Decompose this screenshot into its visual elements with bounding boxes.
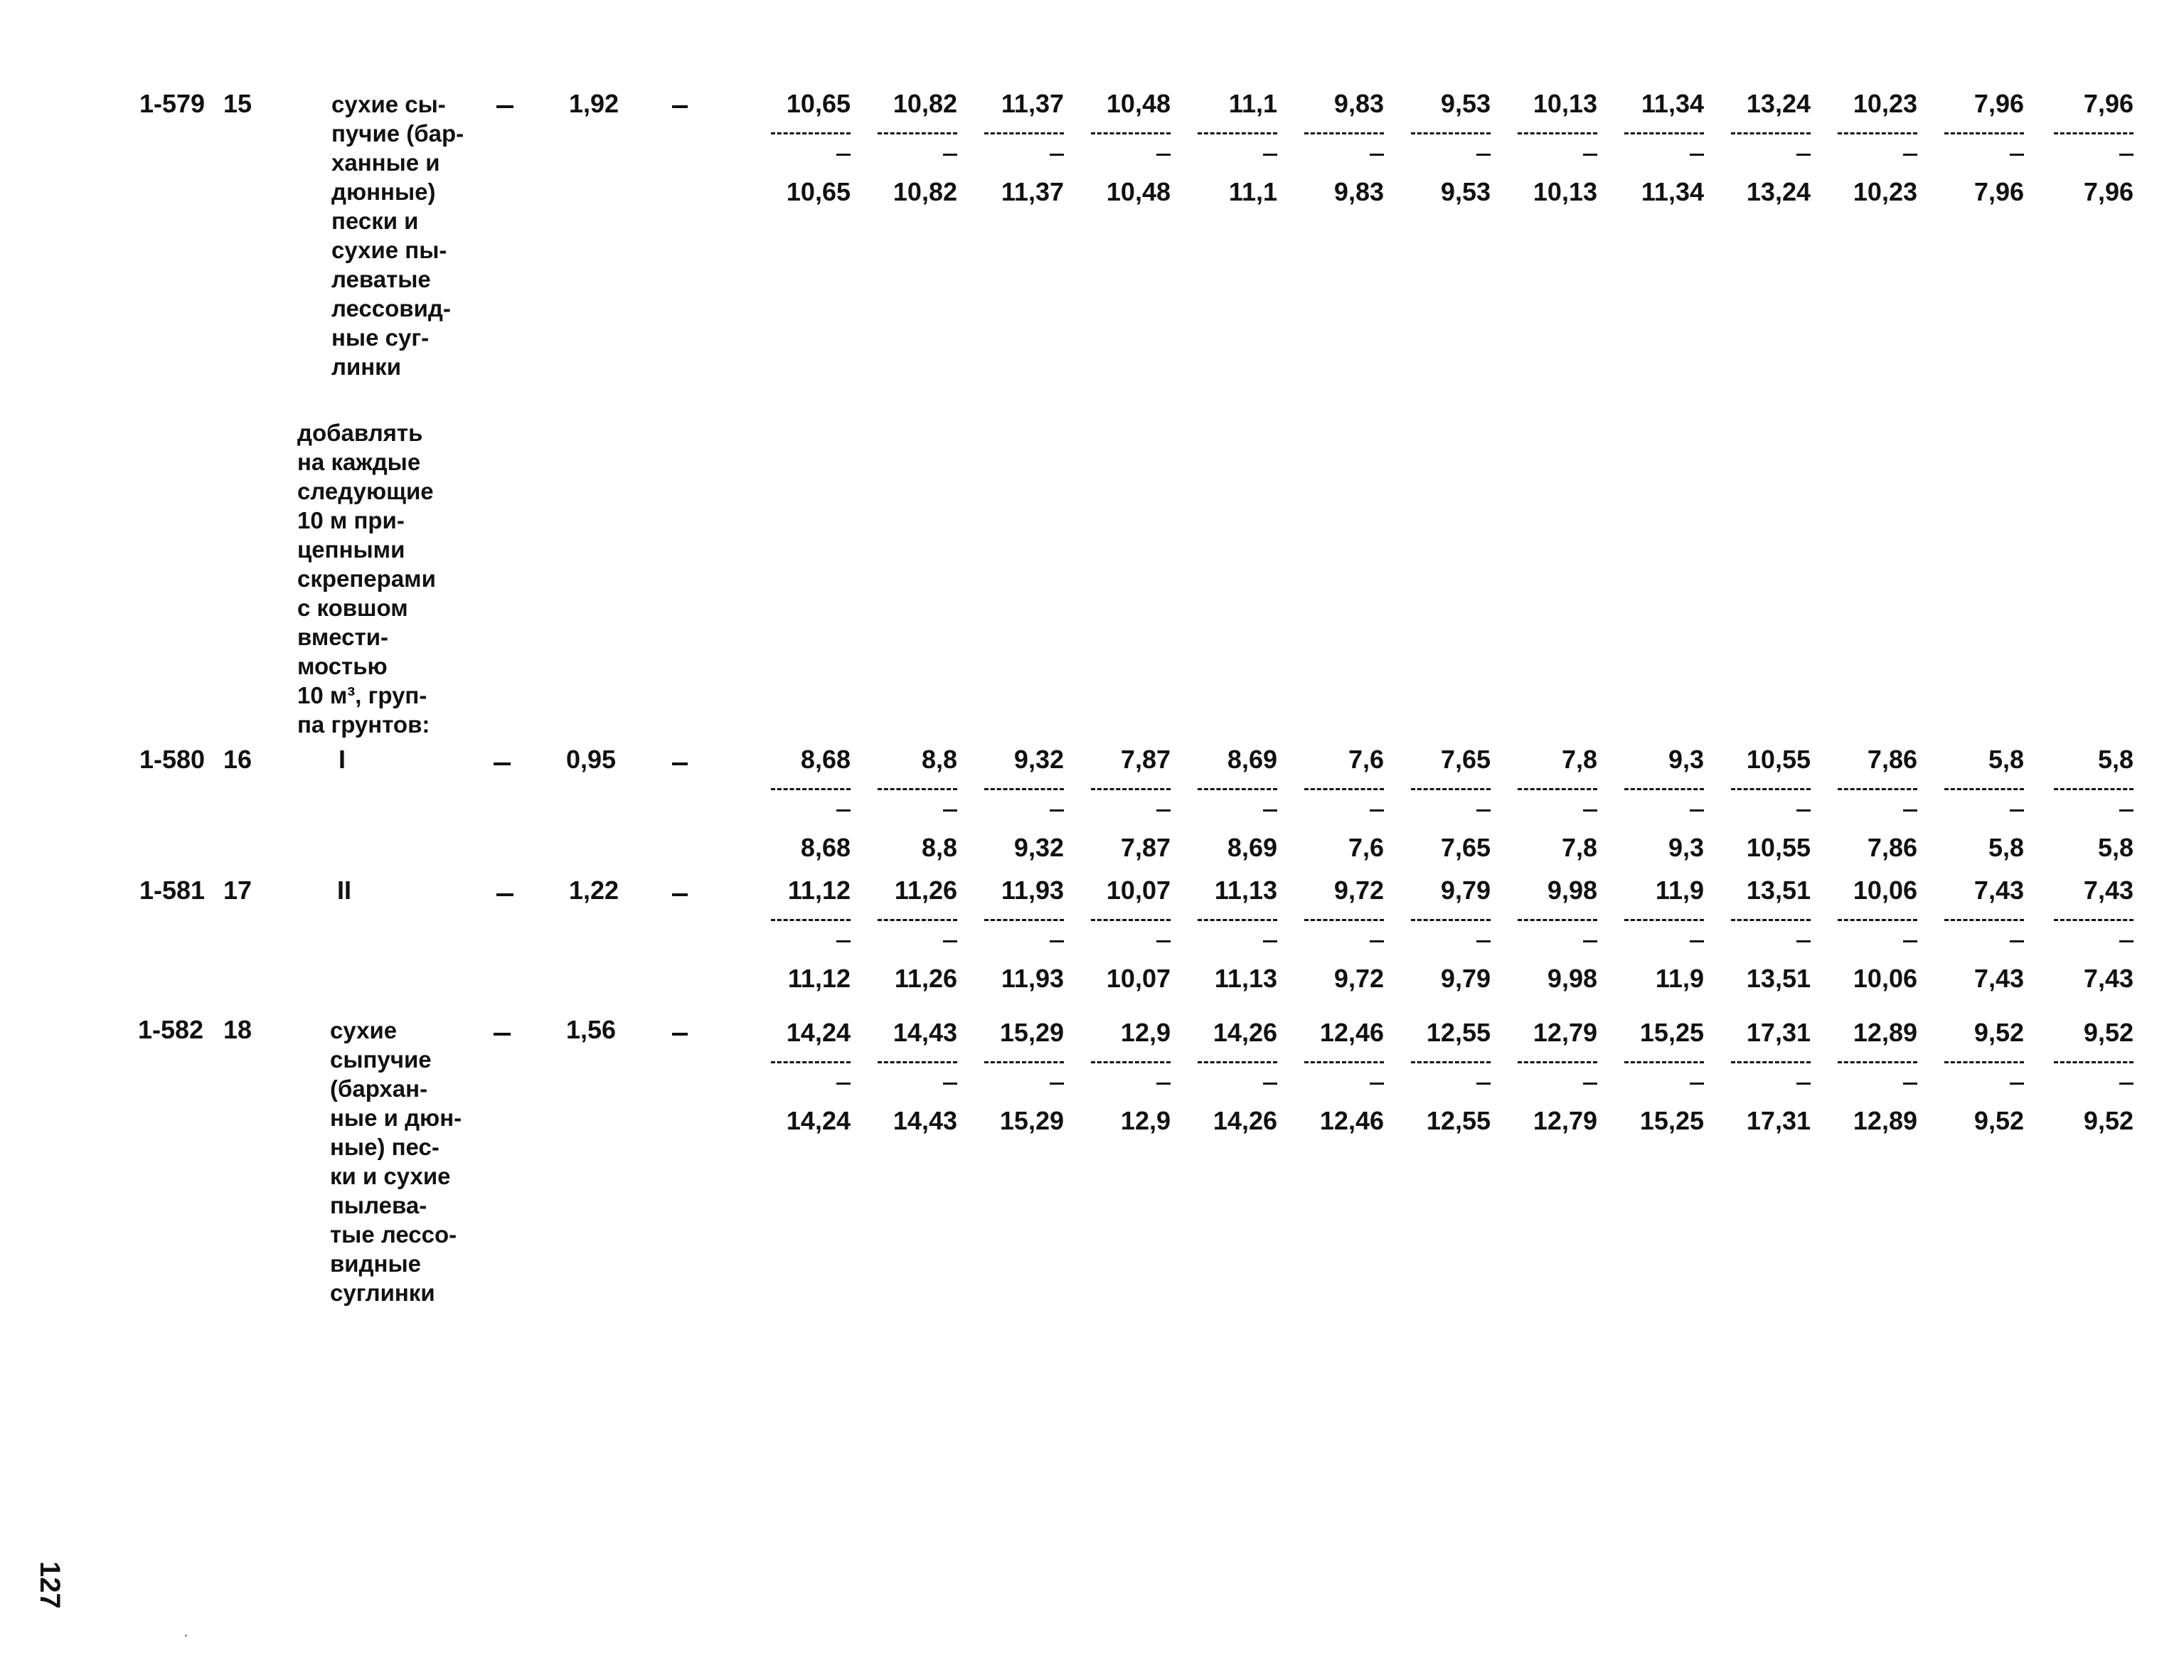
fraction-line bbox=[1944, 1061, 2024, 1063]
value-numerator: 7,6 bbox=[1348, 745, 1384, 774]
value-numerator: 7,86 bbox=[1867, 745, 1917, 774]
fraction-dash bbox=[2119, 940, 2134, 942]
fraction-dash bbox=[1796, 1083, 1811, 1085]
value-denominator: 7,96 bbox=[1973, 177, 2024, 206]
empty-dash bbox=[496, 893, 513, 896]
value-denominator: 11,9 bbox=[1655, 964, 1704, 993]
value-denominator: 5,8 bbox=[1988, 833, 2024, 862]
fraction-dash bbox=[1796, 940, 1811, 942]
value-denominator: 7,87 bbox=[1120, 833, 1171, 862]
fraction-line bbox=[1411, 1061, 1491, 1063]
fraction-line bbox=[878, 132, 957, 134]
value-denominator: 10,07 bbox=[1106, 964, 1171, 993]
fraction-line bbox=[1838, 1061, 1917, 1063]
value-numerator: 12,79 bbox=[1533, 1018, 1597, 1047]
fraction-line bbox=[878, 788, 957, 790]
fraction-dash bbox=[1050, 154, 1064, 156]
fraction-dash bbox=[1796, 154, 1811, 156]
fraction-line bbox=[1838, 132, 1917, 134]
fraction-dash bbox=[943, 809, 957, 812]
value-denominator: 9,3 bbox=[1668, 833, 1704, 862]
fraction-line bbox=[1624, 788, 1704, 790]
value-numerator: 7,87 bbox=[1120, 745, 1171, 774]
fraction-line bbox=[1411, 132, 1491, 134]
value-numerator: 14,24 bbox=[786, 1018, 851, 1047]
fraction-line bbox=[1944, 919, 2024, 921]
value-numerator: 7,43 bbox=[1973, 876, 2024, 905]
fraction-dash bbox=[836, 940, 851, 942]
fraction-dash bbox=[2119, 809, 2134, 812]
value-numerator: 14,26 bbox=[1213, 1018, 1277, 1047]
fraction-dash bbox=[2010, 1083, 2024, 1085]
fraction-line bbox=[1838, 788, 1917, 790]
fraction-line bbox=[1198, 788, 1277, 790]
value-denominator: 12,79 bbox=[1533, 1106, 1597, 1135]
fraction-dash bbox=[1690, 809, 1704, 812]
fraction-dash bbox=[943, 1083, 957, 1085]
value-numerator: 8,69 bbox=[1227, 745, 1277, 774]
value-denominator: 12,46 bbox=[1319, 1106, 1384, 1135]
page-number: 127 bbox=[34, 1561, 65, 1609]
value-denominator: 8,68 bbox=[800, 833, 851, 862]
row-code: 1-582 bbox=[138, 1015, 204, 1044]
value-denominator: 17,31 bbox=[1746, 1106, 1811, 1135]
value-numerator: 9,53 bbox=[1440, 89, 1491, 118]
value-denominator: 12,9 bbox=[1120, 1106, 1171, 1135]
value-denominator: 9,52 bbox=[1973, 1106, 2024, 1135]
value-denominator: 10,65 bbox=[786, 177, 851, 206]
coefficient: 1,56 bbox=[566, 1015, 617, 1044]
value-denominator: 11,1 bbox=[1228, 177, 1277, 206]
fraction-line bbox=[771, 919, 851, 921]
fraction-line bbox=[984, 1061, 1064, 1063]
value-denominator: 15,25 bbox=[1639, 1106, 1704, 1135]
fraction-line bbox=[771, 1061, 851, 1063]
value-denominator: 5,8 bbox=[2097, 833, 2134, 862]
value-numerator: 10,55 bbox=[1746, 745, 1811, 774]
value-numerator: 11,12 bbox=[787, 876, 851, 905]
value-denominator: 11,34 bbox=[1641, 177, 1704, 206]
fraction-dash bbox=[1476, 940, 1491, 942]
fraction-dash bbox=[1370, 154, 1384, 156]
value-denominator: 11,93 bbox=[1001, 964, 1064, 993]
row-description: сухие сы- пучие (бар- ханные и дюнные) пески и сухие пы- леватые лессовид- ные суг- линки bbox=[331, 91, 464, 380]
fraction-line bbox=[1731, 919, 1811, 921]
fraction-dash bbox=[836, 154, 851, 156]
value-denominator: 10,55 bbox=[1746, 833, 1811, 862]
fraction-dash bbox=[1263, 940, 1277, 942]
fraction-line bbox=[1198, 1061, 1277, 1063]
value-numerator: 13,24 bbox=[1746, 89, 1811, 118]
fraction-line bbox=[1411, 919, 1491, 921]
fraction-dash bbox=[2119, 1083, 2134, 1085]
value-denominator: 7,43 bbox=[1973, 964, 2024, 993]
value-denominator: 7,65 bbox=[1440, 833, 1491, 862]
value-denominator: 12,89 bbox=[1853, 1106, 1917, 1135]
fraction-line bbox=[771, 788, 851, 790]
row-number: 17 bbox=[223, 876, 252, 905]
value-numerator: 11,37 bbox=[1001, 89, 1064, 118]
value-numerator: 8,68 bbox=[800, 745, 851, 774]
fraction-line bbox=[1198, 919, 1277, 921]
fraction-dash bbox=[1156, 940, 1171, 942]
fraction-line bbox=[984, 132, 1064, 134]
fraction-line bbox=[1518, 1061, 1597, 1063]
fraction-dash bbox=[836, 1083, 851, 1085]
fraction-line bbox=[2054, 919, 2134, 921]
fraction-line bbox=[1731, 132, 1811, 134]
value-denominator: 7,6 bbox=[1348, 833, 1384, 862]
coefficient: 0,95 bbox=[566, 745, 617, 774]
value-denominator: 9,83 bbox=[1333, 177, 1384, 206]
fraction-line bbox=[1518, 788, 1597, 790]
fraction-line bbox=[878, 919, 957, 921]
section-description: добавлять на каждые следующие 10 м при- цепными скреперами с ковшом вмести- мостью 10 м³, груп- па грунтов: bbox=[297, 420, 436, 738]
fraction-line bbox=[1944, 132, 2024, 134]
value-numerator: 14,43 bbox=[893, 1018, 957, 1047]
value-denominator: 8,8 bbox=[921, 833, 957, 862]
empty-dash bbox=[494, 762, 511, 765]
fraction-line bbox=[1518, 919, 1597, 921]
row-number: 16 bbox=[223, 745, 252, 774]
scan-speck bbox=[185, 1634, 187, 1637]
value-denominator: 7,96 bbox=[2083, 177, 2134, 206]
soil-group: I bbox=[339, 745, 346, 774]
empty-dash bbox=[496, 105, 513, 108]
value-numerator: 8,8 bbox=[921, 745, 957, 774]
fraction-dash bbox=[1370, 809, 1384, 812]
value-numerator: 11,93 bbox=[1001, 876, 1064, 905]
value-denominator: 15,29 bbox=[999, 1106, 1064, 1135]
value-numerator: 11,34 bbox=[1641, 89, 1704, 118]
value-denominator: 10,06 bbox=[1853, 964, 1917, 993]
value-denominator: 9,53 bbox=[1440, 177, 1491, 206]
fraction-line bbox=[1198, 132, 1277, 134]
fraction-line bbox=[1304, 132, 1384, 134]
fraction-dash bbox=[943, 154, 957, 156]
fraction-line bbox=[984, 919, 1064, 921]
row-code: 1-581 bbox=[139, 876, 206, 905]
fraction-dash bbox=[1903, 809, 1917, 812]
value-denominator: 9,52 bbox=[2083, 1106, 2134, 1135]
fraction-dash bbox=[2010, 809, 2024, 812]
value-numerator: 10,82 bbox=[893, 89, 957, 118]
fraction-line bbox=[1091, 919, 1171, 921]
value-denominator: 14,43 bbox=[893, 1106, 957, 1135]
empty-dash bbox=[672, 1033, 688, 1036]
fraction-dash bbox=[1263, 1083, 1277, 1085]
value-numerator: 9,32 bbox=[1013, 745, 1064, 774]
fraction-dash bbox=[1903, 940, 1917, 942]
fraction-dash bbox=[1263, 809, 1277, 812]
empty-dash bbox=[672, 762, 688, 765]
fraction-dash bbox=[1050, 1083, 1064, 1085]
value-numerator: 12,46 bbox=[1319, 1018, 1384, 1047]
value-numerator: 10,07 bbox=[1106, 876, 1171, 905]
value-numerator: 9,3 bbox=[1668, 745, 1704, 774]
value-numerator: 7,96 bbox=[1973, 89, 2024, 118]
value-denominator: 10,82 bbox=[893, 177, 957, 206]
row-number: 18 bbox=[223, 1015, 252, 1044]
fraction-line bbox=[1091, 788, 1171, 790]
coefficient: 1,92 bbox=[569, 89, 619, 118]
fraction-dash bbox=[1903, 1083, 1917, 1085]
value-numerator: 10,13 bbox=[1533, 89, 1597, 118]
coefficient: 1,22 bbox=[569, 876, 619, 905]
fraction-line bbox=[1304, 788, 1384, 790]
value-denominator: 10,13 bbox=[1533, 177, 1597, 206]
fraction-line bbox=[984, 788, 1064, 790]
fraction-dash bbox=[1370, 940, 1384, 942]
value-numerator: 9,52 bbox=[1973, 1018, 2024, 1047]
fraction-line bbox=[1624, 132, 1704, 134]
value-numerator: 10,23 bbox=[1853, 89, 1917, 118]
value-numerator: 11,9 bbox=[1655, 876, 1704, 905]
value-numerator: 10,65 bbox=[786, 89, 851, 118]
fraction-dash bbox=[2010, 940, 2024, 942]
fraction-dash bbox=[1156, 154, 1171, 156]
fraction-dash bbox=[1476, 809, 1491, 812]
value-numerator: 7,8 bbox=[1561, 745, 1597, 774]
value-numerator: 11,1 bbox=[1228, 89, 1277, 118]
value-denominator: 9,98 bbox=[1547, 964, 1597, 993]
fraction-dash bbox=[1903, 154, 1917, 156]
fraction-dash bbox=[1796, 809, 1811, 812]
value-denominator: 9,79 bbox=[1440, 964, 1491, 993]
value-denominator: 13,24 bbox=[1746, 177, 1811, 206]
value-numerator: 15,25 bbox=[1639, 1018, 1704, 1047]
value-numerator: 9,83 bbox=[1333, 89, 1384, 118]
value-denominator: 11,37 bbox=[1001, 177, 1064, 206]
fraction-line bbox=[1304, 1061, 1384, 1063]
value-denominator: 13,51 bbox=[1746, 964, 1811, 993]
value-denominator: 9,32 bbox=[1013, 833, 1064, 862]
value-numerator: 9,52 bbox=[2083, 1018, 2134, 1047]
value-numerator: 9,79 bbox=[1440, 876, 1491, 905]
value-denominator: 11,13 bbox=[1214, 964, 1277, 993]
value-numerator: 5,8 bbox=[2097, 745, 2134, 774]
fraction-dash bbox=[1690, 154, 1704, 156]
value-denominator: 9,72 bbox=[1333, 964, 1384, 993]
value-numerator: 7,43 bbox=[2083, 876, 2134, 905]
value-denominator: 7,86 bbox=[1867, 833, 1917, 862]
fraction-dash bbox=[1690, 940, 1704, 942]
fraction-dash bbox=[1583, 809, 1597, 812]
fraction-dash bbox=[1690, 1083, 1704, 1085]
value-numerator: 17,31 bbox=[1746, 1018, 1811, 1047]
empty-dash bbox=[494, 1033, 511, 1036]
fraction-line bbox=[2054, 788, 2134, 790]
value-denominator: 10,23 bbox=[1853, 177, 1917, 206]
value-denominator: 14,26 bbox=[1213, 1106, 1277, 1135]
value-denominator: 11,26 bbox=[894, 964, 957, 993]
fraction-line bbox=[1091, 132, 1171, 134]
value-numerator: 11,26 bbox=[894, 876, 957, 905]
value-denominator: 8,69 bbox=[1227, 833, 1277, 862]
fraction-line bbox=[1518, 132, 1597, 134]
fraction-line bbox=[1944, 788, 2024, 790]
value-denominator: 11,12 bbox=[787, 964, 851, 993]
value-denominator: 10,48 bbox=[1106, 177, 1171, 206]
fraction-line bbox=[1838, 919, 1917, 921]
value-numerator: 9,98 bbox=[1547, 876, 1597, 905]
fraction-line bbox=[878, 1061, 957, 1063]
fraction-line bbox=[1624, 919, 1704, 921]
fraction-dash bbox=[2010, 154, 2024, 156]
value-numerator: 10,48 bbox=[1106, 89, 1171, 118]
fraction-dash bbox=[1476, 1083, 1491, 1085]
fraction-dash bbox=[943, 940, 957, 942]
value-numerator: 5,8 bbox=[1988, 745, 2024, 774]
value-denominator: 7,8 bbox=[1561, 833, 1597, 862]
value-numerator: 11,13 bbox=[1214, 876, 1277, 905]
row-code: 1-580 bbox=[139, 745, 206, 774]
value-numerator: 7,65 bbox=[1440, 745, 1491, 774]
fraction-line bbox=[1731, 1061, 1811, 1063]
fraction-dash bbox=[2119, 154, 2134, 156]
value-numerator: 12,9 bbox=[1120, 1018, 1171, 1047]
fraction-dash bbox=[1370, 1083, 1384, 1085]
fraction-dash bbox=[1156, 809, 1171, 812]
fraction-dash bbox=[836, 809, 851, 812]
value-numerator: 15,29 bbox=[999, 1018, 1064, 1047]
empty-dash bbox=[672, 893, 688, 896]
empty-dash bbox=[672, 105, 688, 108]
fraction-dash bbox=[1050, 809, 1064, 812]
fraction-line bbox=[1091, 1061, 1171, 1063]
row-code: 1-579 bbox=[139, 89, 206, 118]
value-numerator: 12,55 bbox=[1426, 1018, 1491, 1047]
fraction-dash bbox=[1583, 154, 1597, 156]
fraction-line bbox=[771, 132, 851, 134]
value-numerator: 12,89 bbox=[1853, 1018, 1917, 1047]
fraction-dash bbox=[1263, 154, 1277, 156]
fraction-dash bbox=[1156, 1083, 1171, 1085]
fraction-line bbox=[1411, 788, 1491, 790]
fraction-line bbox=[2054, 1061, 2134, 1063]
fraction-line bbox=[1731, 788, 1811, 790]
soil-group: II bbox=[337, 876, 352, 905]
fraction-line bbox=[2054, 132, 2134, 134]
row-description: сухие сыпучие (бархан- ные и дюн- ные) пес- ки и сухие пылева- тые лессо- видные суглинки bbox=[330, 1017, 462, 1306]
value-denominator: 7,43 bbox=[2083, 964, 2134, 993]
row-number: 15 bbox=[223, 89, 252, 118]
fraction-dash bbox=[1050, 940, 1064, 942]
fraction-dash bbox=[1476, 154, 1491, 156]
value-numerator: 13,51 bbox=[1746, 876, 1811, 905]
fraction-line bbox=[1304, 919, 1384, 921]
fraction-dash bbox=[1583, 1083, 1597, 1085]
value-numerator: 10,06 bbox=[1853, 876, 1917, 905]
value-denominator: 14,24 bbox=[786, 1106, 851, 1135]
value-numerator: 7,96 bbox=[2083, 89, 2134, 118]
fraction-dash bbox=[1583, 940, 1597, 942]
value-denominator: 12,55 bbox=[1426, 1106, 1491, 1135]
fraction-line bbox=[1624, 1061, 1704, 1063]
value-numerator: 9,72 bbox=[1333, 876, 1384, 905]
